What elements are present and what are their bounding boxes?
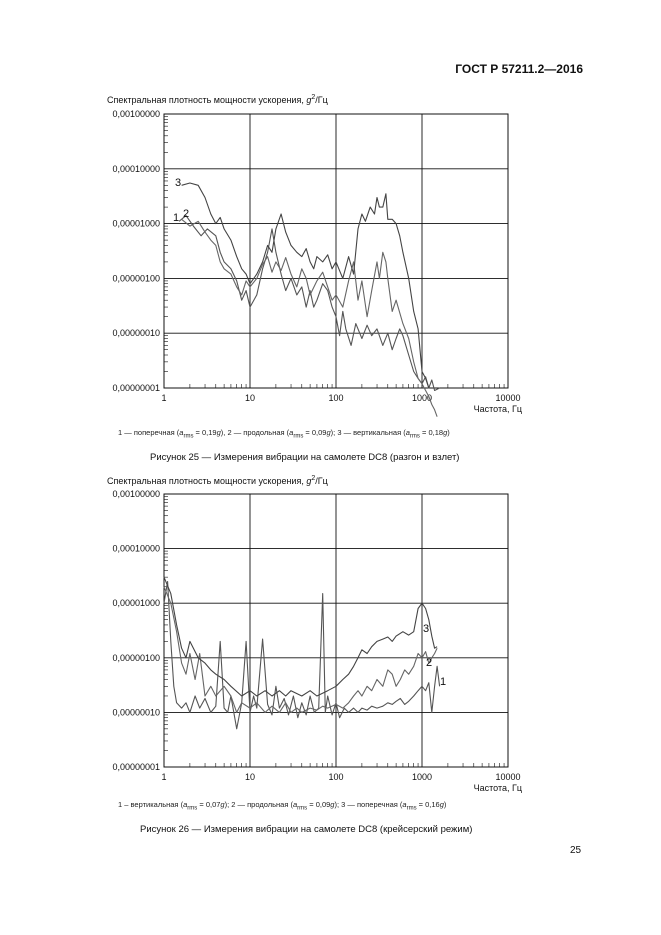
fig26-ylabel-exp: 2: [311, 475, 316, 482]
chart1-y-tick-label: 0,00100000: [112, 489, 160, 499]
chart1-y-tick-label: 0,00000010: [112, 707, 160, 718]
chart0-series-3-line: [182, 183, 429, 388]
chart1-series-3-label: 3: [422, 623, 430, 635]
page-number: 25: [570, 845, 582, 856]
chart1-series-3-line: [164, 577, 437, 696]
chart0-y-tick-label: 0,00010000: [112, 163, 160, 174]
chart0-y-tick-label: 0,00000001: [112, 383, 160, 393]
fig26-ylabel-unit: /Гц: [315, 476, 328, 486]
chart1-x-tick-label: 1: [161, 772, 167, 782]
fig26-legend: 1 – вертикальная $(a_{rms} = 0,07g)$; 2 — продольная $(a_{rms} = 0,09g)$; 3 — поперечная $(a_{rms} = 0,16g)$: [118, 800, 447, 812]
chart1-y-tick-label: 0,00010000: [112, 543, 160, 554]
fig25-ylabel-g: g: [306, 95, 312, 105]
fig26-ylabel-text: Спектральная плотность мощности ускорения,: [107, 476, 307, 486]
fig25-ylabel-unit: /Гц: [315, 95, 328, 105]
chart1-x-tick-label: 1000: [411, 772, 433, 782]
chart0-y-tick-label: 0,00001000: [112, 218, 160, 229]
chart1-series-1-label: 1: [439, 676, 447, 688]
fig25-legend: 1 — поперечная $(a_{rms} = 0,19g)$, 2 — продольная $(a_{rms} = 0,09g)$; 3 — вертикальная $(a_{rms} = 0,18g)$: [118, 428, 450, 440]
chart0-y-tick-label: 0,00000010: [112, 328, 160, 339]
chart1-y-tick-label: 0,00001000: [112, 598, 160, 609]
chart0-x-tick-label: 1000: [411, 393, 433, 403]
chart1-series-2-label: 2: [425, 657, 433, 669]
fig26-ylabel-g: g: [306, 476, 312, 486]
chart0-series-1-label: 1: [172, 212, 180, 224]
chart0-series-2-label: 2: [182, 208, 190, 220]
fig25-caption: Рисунок 25 — Измерения вибрации на самолете DC8 (разгон и взлет): [150, 452, 460, 463]
chart1-y-tick-label: 0,00000001: [112, 762, 160, 772]
chart0-x-axis-label: Частота, Гц: [473, 404, 522, 414]
fig25-ylabel-exp: 2: [311, 94, 316, 101]
chart1-x-axis-label: Частота, Гц: [473, 783, 522, 793]
standard-header: ГОСТ Р 57211.2—2016: [455, 62, 583, 76]
chart0-x-tick-label: 1: [161, 393, 167, 403]
chart1-x-tick-label: 100: [328, 772, 344, 782]
chart0-x-tick-label: 100: [328, 393, 344, 403]
chart0-x-tick-label: 10: [244, 393, 256, 403]
chart1-y-tick-label: 0,00000100: [112, 652, 160, 663]
chart1-series-2-line: [164, 587, 437, 713]
chart0-y-tick-label: 0,00100000: [112, 109, 160, 119]
chart1-x-tick-label: 10: [244, 772, 256, 782]
fig25-ylabel-text: Спектральная плотность мощности ускорения,: [107, 95, 307, 105]
chart0-series-3-label: 3: [174, 177, 182, 189]
chart0-series-2-line: [182, 219, 438, 416]
chart1-x-tick-label: 10000: [495, 772, 521, 782]
chart0-x-tick-label: 10000: [495, 393, 521, 403]
fig26-caption: Рисунок 26 — Измерения вибрации на самолете DC8 (крейсерский режим): [140, 824, 473, 835]
chart0-y-tick-label: 0,00000100: [112, 273, 160, 284]
